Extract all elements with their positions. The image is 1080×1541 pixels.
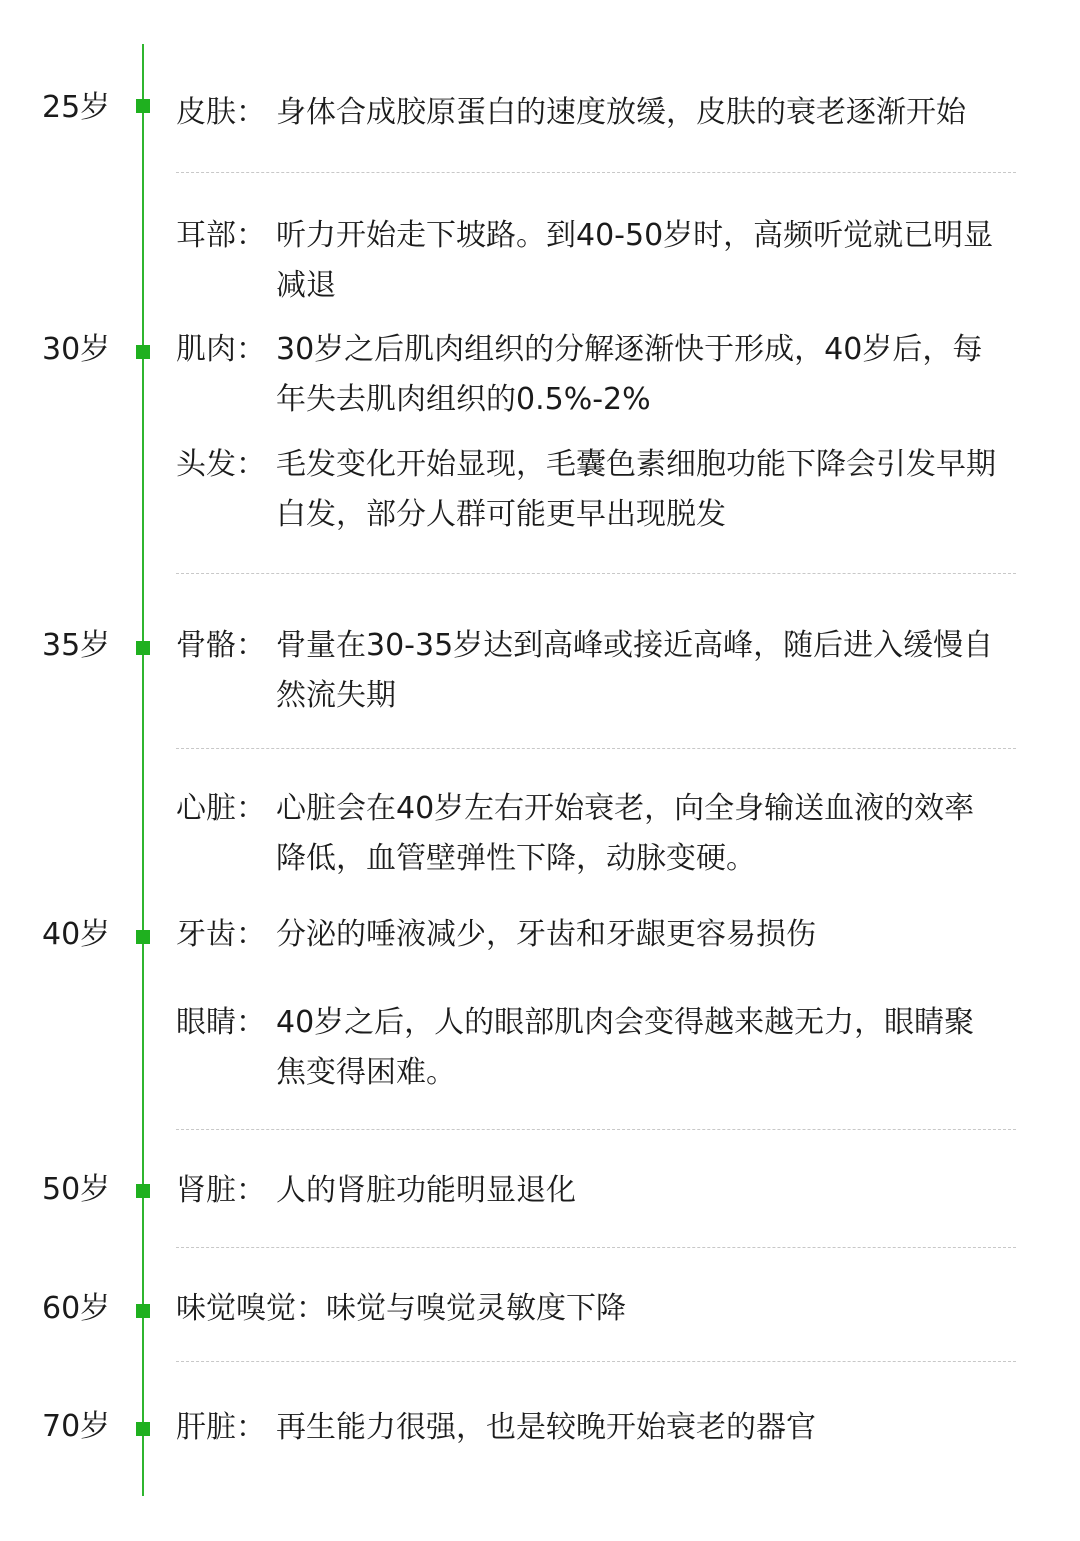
age-label-30: 30岁 (42, 332, 111, 367)
entry-label-skin: 皮肤： (176, 95, 266, 130)
entry-heart (176, 784, 1016, 884)
entry-label-liver: 肝脏： (176, 1410, 266, 1445)
timeline-marker-60 (136, 1304, 150, 1318)
section-divider (176, 573, 1016, 574)
entry-text-skin: 身体合成胶原蛋白的速度放缓，皮肤的衰老逐渐开始 (276, 95, 966, 130)
entry-text-kidney: 人的肾脏功能明显退化 (276, 1173, 576, 1208)
entry-label-eyes: 眼睛： (176, 1005, 266, 1040)
timeline-marker-40 (136, 930, 150, 944)
entry-skin (176, 88, 1016, 138)
entry-label-teeth: 牙齿： (176, 917, 266, 952)
entry-hair (176, 440, 1016, 540)
age-label-40: 40岁 (42, 917, 111, 952)
section-divider (176, 1247, 1016, 1248)
entry-text-muscle: 30岁之后肌肉组织的分解逐渐快于形成，40岁后，每年失去肌肉组织的0.5%-2% (276, 332, 983, 417)
entry-label-taste-smell: 味觉嗅觉： (176, 1291, 326, 1326)
entry-label-kidney: 肾脏： (176, 1173, 266, 1208)
entry-label-heart: 心脏： (176, 791, 266, 826)
entry-muscle (176, 325, 1016, 425)
entry-text-liver: 再生能力很强，也是较晚开始衰老的器官 (276, 1410, 816, 1445)
entry-text-eyes: 40岁之后，人的眼部肌肉会变得越来越无力，眼睛聚焦变得困难。 (276, 1005, 975, 1090)
section-divider (176, 1129, 1016, 1130)
entry-liver (176, 1403, 1016, 1453)
section-divider (176, 748, 1016, 749)
timeline-marker-50 (136, 1184, 150, 1198)
entry-label-bones: 骨骼： (176, 628, 266, 663)
entry-text-ears: 听力开始走下坡路。到40-50岁时，高频听觉就已明显减退 (276, 218, 994, 303)
timeline-marker-30 (136, 345, 150, 359)
section-divider (176, 1361, 1016, 1362)
age-label-50: 50岁 (42, 1172, 111, 1207)
age-label-35: 35岁 (42, 628, 111, 663)
entry-teeth (176, 910, 1016, 960)
entry-text-heart: 心脏会在40岁左右开始衰老，向全身输送血液的效率降低，血管壁弹性下降，动脉变硬。 (276, 791, 975, 876)
timeline-marker-70 (136, 1422, 150, 1436)
entry-text-teeth: 分泌的唾液减少，牙齿和牙龈更容易损伤 (276, 917, 816, 952)
age-label-25: 25岁 (42, 90, 111, 125)
entry-label-hair: 头发： (176, 447, 266, 482)
entry-eyes (176, 998, 1016, 1098)
entry-label-ears: 耳部： (176, 218, 266, 253)
entry-text-hair: 毛发变化开始显现，毛囊色素细胞功能下降会引发早期白发，部分人群可能更早出现脱发 (276, 447, 996, 532)
timeline-marker-25 (136, 99, 150, 113)
entry-bones (176, 621, 1016, 721)
timeline-marker-35 (136, 641, 150, 655)
section-divider (176, 172, 1016, 173)
entry-taste-smell (176, 1284, 1016, 1334)
age-label-70: 70岁 (42, 1409, 111, 1444)
entry-kidney (176, 1166, 1016, 1216)
entry-ears (176, 211, 1016, 311)
timeline-axis (142, 44, 144, 1496)
entry-label-muscle: 肌肉： (176, 332, 266, 367)
entry-text-taste-smell: 味觉与嗅觉灵敏度下降 (326, 1291, 626, 1326)
entry-text-bones: 骨量在30-35岁达到高峰或接近高峰，随后进入缓慢自然流失期 (276, 628, 994, 713)
age-label-60: 60岁 (42, 1291, 111, 1326)
